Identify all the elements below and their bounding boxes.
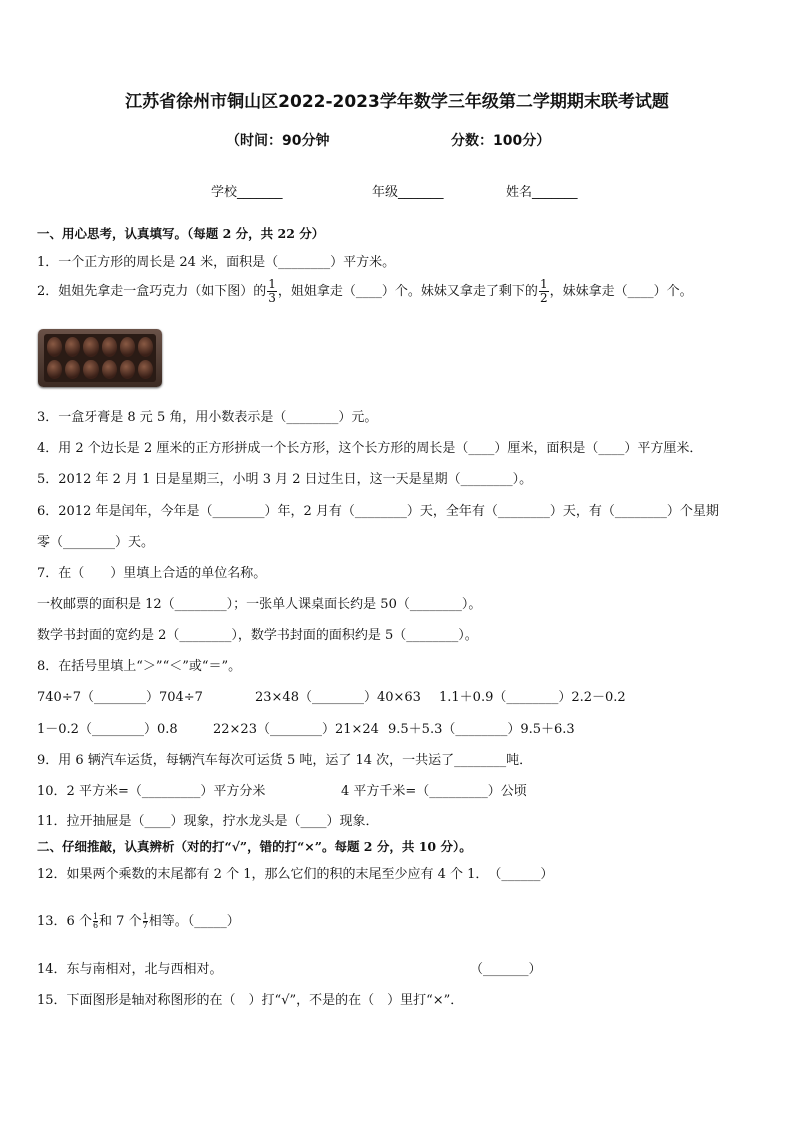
question-7-line-b: 数学书封面的宽约是 2（________），数学书封面的面积约是 5（________）。 (37, 628, 478, 643)
question-8: 8．在括号里填上“＞”“＜”或“＝”。 (37, 659, 242, 674)
q8-row2-item2: 22×23（________）21×24 (213, 722, 379, 737)
grade-field[interactable]: 年级_______ (372, 185, 444, 200)
question-11: 11．拉开抽屉是（____）现象，拧水龙头是（____）现象． (37, 814, 379, 829)
question-2-text-a: 2．姐姐先拿走一盒巧克力（如下图）的 (37, 284, 267, 299)
question-1: 1．一个正方形的周长是 24 米，面积是（________）平方米。 (37, 255, 396, 270)
question-4: 4．用 2 个边长是 2 厘米的正方形拼成一个长方形，这个长方形的周长是（____）厘米，面积是（____）平方厘米． (37, 441, 703, 456)
question-7: 7．在（ ）里填上合适的单位名称。 (37, 566, 267, 581)
question-15: 15．下面图形是轴对称图形的在（ ）打“√”，不是的在（ ）里打“×”． (37, 993, 464, 1008)
fraction-one-seventh: $\frac{1}{7}$ (142, 912, 148, 930)
question-10-b: 4 平方千米=（_________）公顷 (341, 784, 527, 799)
q8-row1-item3: 1.1＋0.9（________）2.2－0.2 (439, 690, 626, 705)
q8-row1-item1: 740÷7（________）704÷7 (37, 690, 203, 705)
question-6-line-2: 零（________）天。 (37, 535, 155, 550)
question-5: 5．2012 年 2 月 1 日是星期三，小明 3 月 2 日过生日，这一天是星期（________）。 (37, 472, 533, 487)
time-label: （时间：90分钟 (226, 133, 330, 149)
fraction-one-half: $\frac{1}{2}$ (539, 277, 548, 305)
question-14: 14．东与南相对，北与西相对。 (37, 962, 223, 977)
fraction-one-third: $\frac{1}{3}$ (268, 277, 276, 305)
q8-row1-item2: 23×48（________）40×63 (255, 690, 421, 705)
section-1-heading: 一、用心思考，认真填写。（每题 2 分，共 22 分） (37, 226, 325, 241)
school-field[interactable]: 学校_______ (211, 185, 283, 200)
question-2-text-b: ，姐姐拿走（____）个。妹妹又拿走了剩下的 (277, 284, 538, 299)
question-14-answer: （_______） (470, 962, 542, 977)
question-13-text-b: 和 7 个 (99, 914, 142, 929)
question-2-text-c: ，妹妹拿走（____）个。 (549, 284, 693, 299)
question-13-text-a: 13．6 个 (37, 914, 92, 929)
name-field[interactable]: 姓名_______ (506, 185, 578, 200)
q8-row2-item1: 1－0.2（________）0.8 (37, 722, 178, 737)
question-3: 3．一盒牙膏是 8 元 5 角，用小数表示是（________）元。 (37, 410, 378, 425)
q8-row2-item3: 9.5＋5.3（________）9.5＋6.3 (388, 722, 575, 737)
section-2-heading: 二、仔细推敲，认真辨析（对的打“√”，错的打“×”。每题 2 分，共 10 分）。 (37, 839, 472, 854)
question-9: 9．用 6 辆汽车运货，每辆汽车每次可运货 5 吨，运了 14 次，一共运了________吨． (37, 753, 533, 768)
question-2 (37, 278, 693, 305)
page-title: 江苏省徐州市铜山区2022-2023学年数学三年级第二学期期末联考试题 (125, 92, 669, 112)
question-13-text-c: 相等。（_____） (148, 914, 240, 929)
question-10-a: 10．2 平方米=（_________）平方分米 (37, 784, 266, 799)
chocolate-box-image (38, 329, 162, 387)
question-12: 12．如果两个乘数的末尾都有 2 个 1，那么它们的积的末尾至少应有 4 个 1． （______） (37, 867, 554, 882)
fraction-one-sixth: $\frac{1}{6}$ (92, 912, 99, 930)
question-7-line-a: 一枚邮票的面积是 12（________）；一张单人课桌面长约是 50（________）。 (37, 597, 482, 612)
question-13 (37, 910, 240, 930)
question-6-line-1: 6．2012 年是闰年，今年是（________）年，2 月有（________）天，全年有（________）天，有（________）个星期 (37, 504, 719, 519)
score-label: 分数：100分） (451, 133, 551, 149)
